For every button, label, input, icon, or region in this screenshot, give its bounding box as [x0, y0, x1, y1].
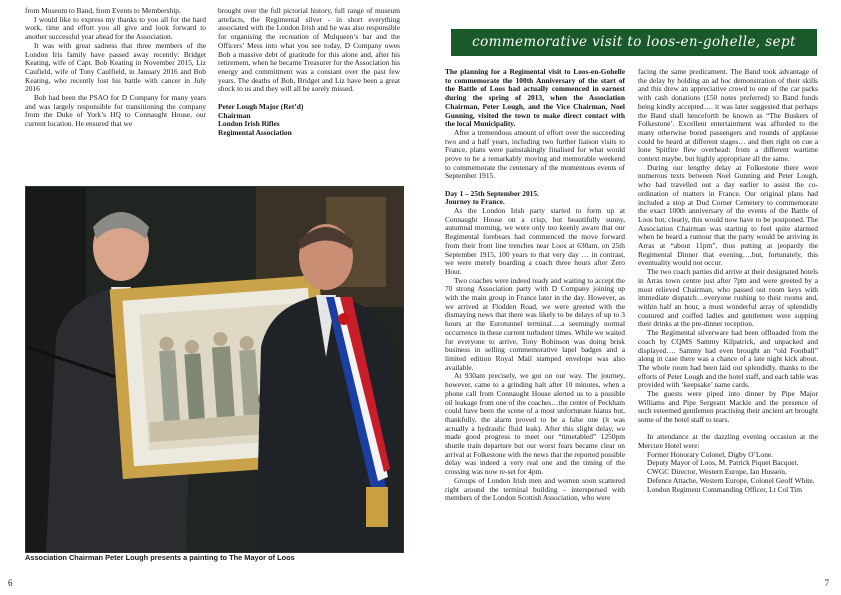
signature-line: Regimental Association	[218, 128, 292, 138]
article-para: The two coach parties did arrive at their designated hotels in Arras town centre just after 7pm and were greeted by a most relieved Chairman, who passed out room keys with immediate dispatch…everyone rushing to their rooms and, within half an hour, a most wonderful array of splendidly coutured and coiffed ladies and gentlemen were supping their drinks at the pre-dinner reception.	[638, 267, 818, 329]
left-column-1	[25, 7, 206, 129]
article-para: Groups of London Irish men and women soon scattered right around the terminal building – interspersed with members of the London Scottish Association, who were	[445, 475, 625, 503]
article-title-banner: commemorative visit to loos-en-gohelle, sept 2015.	[451, 29, 817, 56]
attendee-item: CWGC Director, Western Europe, Ian Hussein.	[647, 467, 787, 477]
presentation-photo	[25, 186, 404, 553]
left-col1-para: It was with great sadness that three members of the London Iris family have passed away recently: Bridget Keating, wife of Capt. Bob Keating in November 2015, Liz Caufield, wife of Tony Caulfield, in January 2016 and Bob Keating, who recently lost his battle with cancer in July 2016	[25, 40, 206, 94]
article-para: As the London Irish party started to form up at Connaught House on a crisp, but beautifully sunny, autumnal morning, we were only too keenly aware that our Regimental forebears had commenced the move forward from their front line trenches near Loos at 630am, on 25th September 1915, 100 years to that very day … in contrast, we were merely boarding a coach three hours after Zero Hour.	[445, 206, 625, 276]
left-column-2	[218, 7, 400, 138]
article-para: At 930am precisely, we got on our way. The journey, however, came to a grinding halt after 10 minutes, when a phone call from Connaught House alerted us to a possible oil leakage from one of the coaches…the centre of Peckham could have been the scene of a most unfortunate hiatus but, thankfully, the alarm proved to be a false one (it was actually a hydraulic fluid leak). After this slight delay, we made good progress to meet our “timetabled” 1250pm shuttle train departure but our worst fears became clear on arrival at Folkestone with the news that the reported possible delay was indeed a very real one and the timing of the crossing was now re-set for 4pm.	[445, 371, 625, 477]
page-number-left: 6	[8, 578, 13, 588]
article-para: The guests were piped into dinner by Pipe Major Williams and Pipe Sergeant Mackie and the presence of such esteemed gentlemen practising their ancient art brought some of the hotel staff to tears.	[638, 389, 818, 425]
photo-illustration	[26, 187, 403, 552]
attendee-item: London Regiment Commanding Officer, Lt Col Tim	[647, 484, 802, 494]
left-col1-para: from Museum to Band, from Events to Membership.	[25, 6, 181, 15]
photo-caption: Association Chairman Peter Lough presents a painting to The Mayor of Loos	[25, 553, 295, 562]
attendee-item: Defence Attache, Western Europe, Colonel Geoff White.	[647, 475, 815, 485]
right-column-2	[638, 68, 818, 494]
article-lead: The planning for a Regimental visit to Loos-en-Gohelle to commemorate the 100th Anniversary of the start of the Battle of Loos had actually commenced in earnest during the spring of 2013, when the Association Chairman, Peter Lough, and the Vice Chairman, Noel Gunning, visited the town to make direct contact with the local Municipality.	[445, 67, 625, 129]
article-para: After a tremendous amount of effort over the succeeding two and a half years, including two further liaison visits to France, plans were painstakingly finalised for what would prove to be a remarkably moving and memorable weekend to commemorate the centenary of the momentous events of September 1915.	[445, 127, 625, 181]
attendance-intro: In attendance at the dazzling evening occasion at the Mercure Hotel were:	[638, 432, 818, 451]
day-heading: Day 1 – 25th September 2015.	[445, 188, 539, 198]
article-para: Two coaches were indeed ready and waiting to accept the 70 strong Association party with D Company joining up with the main group in France later in the day. However, as we arrived at Flodden Road, we were greeted with the dismaying news that there was likely to be delays of up to 3 hours at the Eurotunnel terminal….a seemingly normal occurrence in these current turbulent times. While we waited for everyone to arrive, Tony Robinson was doing brisk business in selling commemorative lapel badges and a limited edition Royal Mail stamped envelope was also available.	[445, 275, 625, 372]
left-col1-para: I would like to express my thanks to you all for the hard work, time and effort you all give and look forward to another successful year ahead for the Association.	[25, 14, 206, 42]
article-para: facing the same predicament. The Band took advantage of the delay by holding an ad hoc demonstration of their skills and this drew an appreciative crowd to one of the car parks with cash donations (£50 notes preferred) to Band funds being kindly accepted…. it was later suggested that perhaps the Band shall henceforth be known as “The Buskers of Folkestone’. Excellent entertainment was afforded to the many otherwise bored passengers and rounds of applause could be heard at different stages… and then right on cue a lone Spitfire flew overhead: from a different wartime context maybe, but highly appropriate all the same.	[638, 67, 818, 164]
signature-line: London Irish Rifles	[218, 119, 280, 129]
left-col1-para: Bob had been the PSAO for D Company for many years and was largely responsible for transitioning the company from the Duke of York’s HQ to Connaught House, our current location. He ensured that we	[25, 93, 206, 129]
signature-line: Chairman	[218, 110, 251, 120]
article-para: The Regimental silverware had been offloaded from the coach by CQMS Sammy Kilpatrick, and unpacked and displayed…. Sammy had even brought an “old Football” along in case there was a chance of a late night kick about. The whole room had been laid out splendidly, thanks to the efforts of Peter Lough and the hotel staff, and each table was provided with ‘keepsake’ name cards.	[638, 328, 818, 390]
left-col2-para: brought over the full pictorial history, full range of museum artefacts, the Regimental silver - in short everything associated with the London Irish and he was also responsible for organising the recreation of Mulqueen’s bar and the Officers’ Mess into what you see today, D Company owes Bob a massive debt of gratitude for this alone and, after his retirement, when he became Treasurer for the Association his energy and commitment was a constant over the past few years. The deaths of Bob, Bridget and Liz have been a great shock to us and they will all be sorely missed.	[218, 6, 400, 94]
poppy	[338, 313, 350, 325]
attendee-item: Former Honorary Colonel, Digby O’Lone.	[647, 449, 774, 459]
signature-line: Peter Lough Major (Ret’d)	[218, 102, 304, 112]
attendee-item: Deputy Mayor of Loos, M. Patrick Piquet Bacquet.	[647, 458, 799, 468]
article-para: During our lengthy delay at Folkestone there were numerous texts between Noel Gunning and Peter Lough, who had travelled out a day earlier to assist the co-ordination of matters in France. Our original plans had included a stop at Dud Corner Cemetery to commemorate the exact 100th anniversary of the events of the Battle of Loos but, clearly, this would now have to be postponed. The Association Chairman was starting to feel quite alarmed when he heard a rumour that the party would be arriving in Arras at “about 11pm”, thus putting at jeopardy the Regimental Dinner that evening….but, fortunately, this eventuality would not occur.	[638, 162, 818, 268]
signature-block	[218, 103, 400, 138]
day-subheading: Journey to France.	[445, 197, 505, 207]
page-number-right: 7	[824, 578, 829, 588]
right-column-1	[445, 68, 625, 503]
